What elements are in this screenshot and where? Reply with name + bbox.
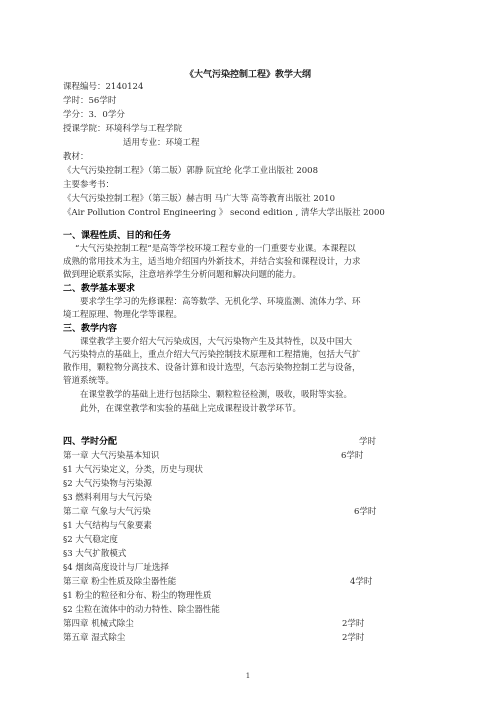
section-3-line-5: 在课堂教学的基础上进行包括除尘、颗粒粒径检测，吸收，吸附等实验。 [80,390,353,400]
table-row-label: §1 大气结构与气象要素 [63,521,152,531]
section-3-heading: 三、教学内容 [63,324,118,334]
teaching-school: 授课学院：环境科学与工程学院 [63,124,183,134]
section-3-line-6: 此外，在课堂教学和实验的基础上完成课程设计教学环节。 [80,404,302,414]
section-1-line-3: 做到理论联系实际，注意培养学生分析问题和解决问题的能力。 [63,270,302,280]
table-row-label: 第四章 机械式除尘 [63,619,134,629]
section-3-line-3: 散作用，颗粒物分离技术、设备计算和设计选型，气态污染物控制工艺与设备， [63,363,361,373]
table-row-label: 第三章 粉尘性质及除尘器性能 [63,577,177,587]
section-2-heading: 二、教学基本要求 [63,284,136,294]
section-4-heading: 四、学时分配 [63,437,118,447]
hours-column-header: 学时 [359,437,377,447]
table-row-hours: 6学时 [354,507,377,517]
page-number: 1 [245,672,251,680]
table-row-label: §4 烟囱高度设计与厂址选择 [63,563,169,573]
section-1-line-2: 成熟的常用技术为主，适当地介绍国内外新技术，并结合实验和课程设计，力求 [63,257,361,267]
reference-entry-2: 《Air Pollution Control Engineering 》 second edition , 清华大学出版社 2000 [63,208,385,218]
section-3-line-4: 管道系统等。 [63,376,115,386]
table-row-label: §1 粉尘的粒径和分布、粉尘的物理性质 [63,591,212,601]
section-2-line-1: 要求学生学习的先修课程：高等数学、无机化学、环境监测、流体力学、环 [80,297,361,307]
section-1-line-1: “大气污染控制工程”是高等学校环境工程专业的一门重要专业课。本课程以 [75,244,356,254]
table-row-label: 第二章 气象与大气污染 [63,507,151,517]
section-2-line-2: 境工程原理、物理化学等课程。 [63,310,183,320]
table-row-label: §2 大气稳定度 [63,535,118,545]
table-row-hours: 4学时 [350,577,373,587]
course-number: 课程编号：2140124 [63,82,144,92]
applicable-major: 适用专业：环境工程 [123,138,200,148]
table-row-hours: 6学时 [341,451,364,461]
table-row-label: §3 燃料利用与大气污染 [63,493,152,503]
textbook-entry: 《大气污染控制工程》（第二版）郭静 阮宜纶 化学工业出版社 2008 [63,166,318,176]
table-row-hours: 2学时 [342,633,365,643]
table-row-hours: 2学时 [342,619,365,629]
references-label: 主要参考书： [63,180,115,190]
section-3-line-1: 课堂教学主要介绍大气污染成因，大气污染物产生及其特性，以及中国大 [80,337,353,347]
table-row-label: §2 大气污染物与污染源 [63,479,152,489]
course-credits: 学分：3．0学分 [63,110,125,120]
table-row-label: 第五章 湿式除尘 [63,633,126,643]
reference-entry-1: 《大气污染控制工程》（第三版）赫吉明 马广大等 高等教育出版社 2010 [63,194,335,204]
table-row-label: 第一章 大气污染基本知识 [63,451,160,461]
table-row-label: §1 大气污染定义，分类，历史与现状 [63,465,203,475]
textbook-label: 教材： [63,152,89,162]
table-row-label: §2 尘粒在流体中的动力特性、除尘器性能 [63,605,220,615]
course-hours: 学时：56学时 [63,96,117,106]
section-3-line-2: 气污染特点的基础上，重点介绍大气污染控制技术原理和工程措施，包括大气扩 [63,350,361,360]
section-1-heading: 一、课程性质、目的和任务 [63,231,172,241]
document-title: 《大气污染控制工程》教学大纲 [184,70,311,80]
table-row-label: §3 大气扩散模式 [63,549,127,559]
